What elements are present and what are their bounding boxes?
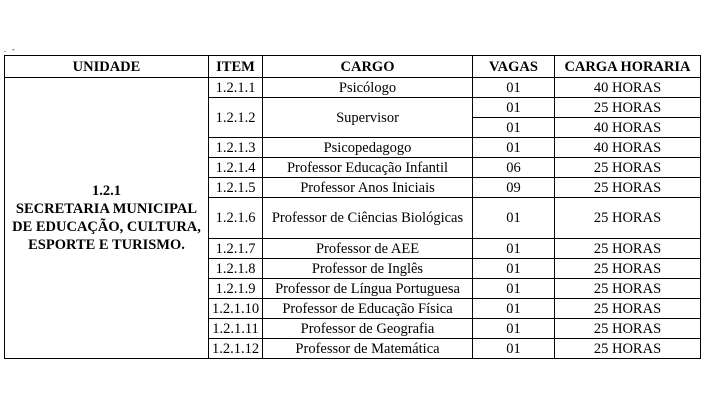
vagas-cell: 01 [473,299,555,319]
carga-cell: 40 HORAS [555,118,701,138]
vagas-cell: 01 [473,339,555,359]
table-row [5,78,701,98]
item-cell: 1.2.1.1 [209,78,263,98]
carga-cell: 25 HORAS [555,319,701,339]
vagas-cell: 01 [473,198,555,239]
cargo-cell: Professor de AEE [263,239,473,259]
unit-name: SECRETARIA MUNICIPAL DE EDUCAÇÃO, CULTURA, ESPORTE E TURISMO. [12,201,201,253]
cargo-cell: Professor Anos Iniciais [263,178,473,198]
cargo-cell: Professor Educação Infantil [263,158,473,178]
item-cell: 1.2.1.9 [209,279,263,299]
carga-cell: 25 HORAS [555,198,701,239]
item-cell: 1.2.1.8 [209,259,263,279]
carga-cell: 25 HORAS [555,279,701,299]
carga-cell: 25 HORAS [555,299,701,319]
vagas-cell: 01 [473,279,555,299]
item-cell: 1.2.1.5 [209,178,263,198]
vagas-cell: 01 [473,239,555,259]
item-cell: 1.2.1.4 [209,158,263,178]
cargo-cell: Professor de Inglês [263,259,473,279]
cargo-cell: Professor de Língua Portuguesa [263,279,473,299]
header-item: ITEM [209,56,263,78]
table-header-row [5,56,701,78]
item-cell: 1.2.1.2 [209,98,263,138]
cargo-cell: Professor de Educação Física [263,299,473,319]
cargo-cell: Professor de Geografia [263,319,473,339]
item-cell: 1.2.1.6 [209,198,263,239]
header-cargo: CARGO [263,56,473,78]
cargo-cell: Psicopedagogo [263,138,473,158]
vagas-cell: 01 [473,319,555,339]
carga-cell: 25 HORAS [555,259,701,279]
cargo-cell: Supervisor [263,98,473,138]
header-carga-horaria: CARGA HORARIA [555,56,701,78]
item-cell: 1.2.1.3 [209,138,263,158]
cargo-cell: Professor de Matemática [263,339,473,359]
vagas-cell: 09 [473,178,555,198]
vacancies-table [4,55,701,359]
item-cell: 1.2.1.12 [209,339,263,359]
vagas-cell: 01 [473,118,555,138]
unit-code: 1.2.1 [92,183,121,199]
item-cell: 1.2.1.7 [209,239,263,259]
vagas-cell: 06 [473,158,555,178]
cargo-cell: Psicólogo [263,78,473,98]
cargo-cell: Professor de Ciências Biológicas [263,198,473,239]
vagas-cell: 01 [473,98,555,118]
vagas-cell: 01 [473,78,555,98]
unit-cell [5,78,209,359]
header-unidade: UNIDADE [5,56,209,78]
vagas-cell: 01 [473,259,555,279]
carga-cell: 25 HORAS [555,339,701,359]
carga-cell: 40 HORAS [555,138,701,158]
item-cell: 1.2.1.10 [209,299,263,319]
item-cell: 1.2.1.11 [209,319,263,339]
vagas-cell: 01 [473,138,555,158]
carga-cell: 25 HORAS [555,239,701,259]
carga-cell: 25 HORAS [555,158,701,178]
carga-cell: 40 HORAS [555,78,701,98]
carga-cell: 25 HORAS [555,98,701,118]
page-header-marks: . - [4,45,17,54]
header-vagas: VAGAS [473,56,555,78]
carga-cell: 25 HORAS [555,178,701,198]
